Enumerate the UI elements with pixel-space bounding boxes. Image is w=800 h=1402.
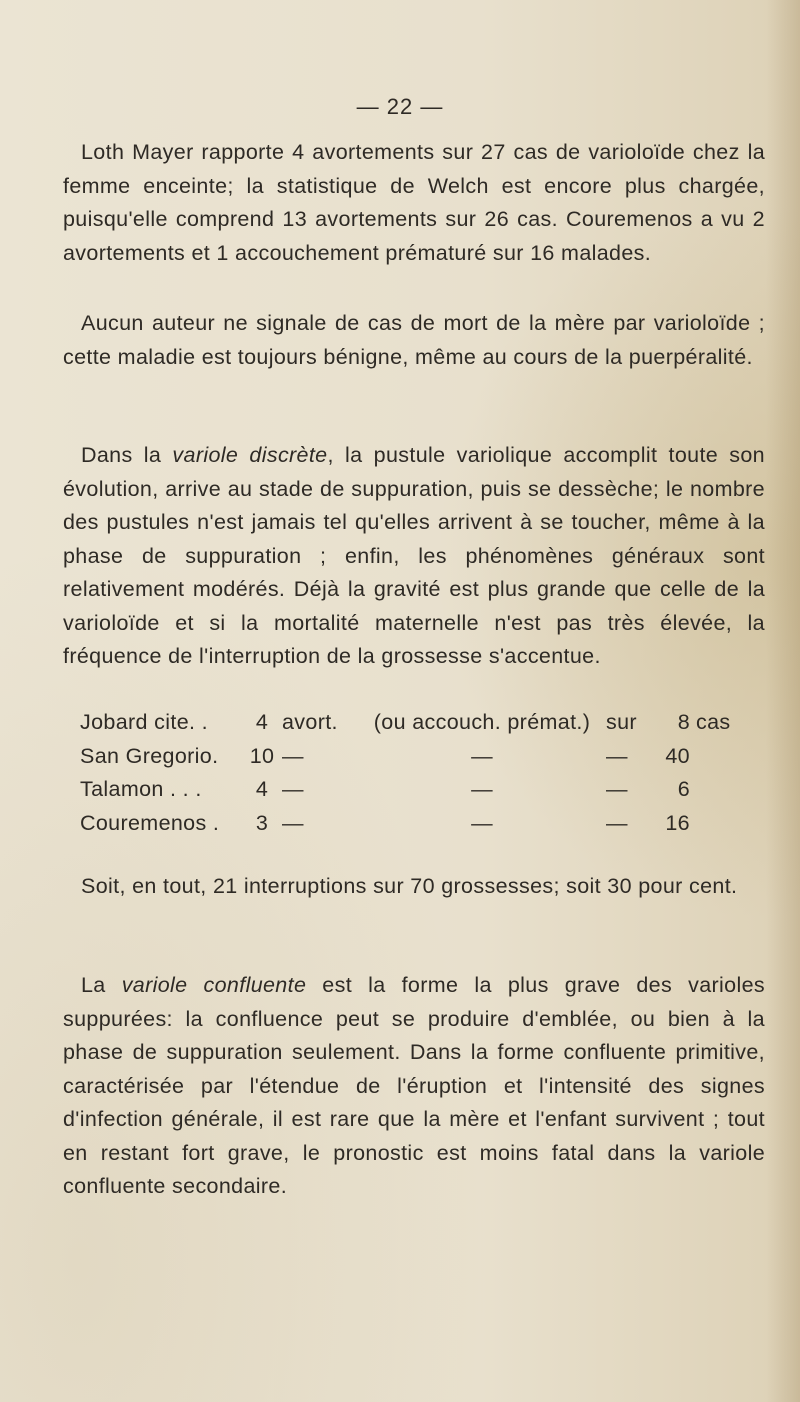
type-cell: — bbox=[282, 810, 304, 835]
sur-cell: sur bbox=[606, 710, 637, 734]
sur-cell: — bbox=[606, 777, 628, 801]
unit-cell bbox=[690, 807, 746, 841]
type-cell: — bbox=[282, 743, 304, 768]
count-cell: 3 bbox=[255, 810, 269, 835]
author-cell: Couremenos . bbox=[80, 810, 220, 835]
term-variole-confluente: variole confluente bbox=[121, 973, 307, 997]
page-edge-shadow bbox=[766, 0, 800, 1402]
count-cell: 10 bbox=[249, 743, 275, 768]
paragraph-rest: est la forme la plus grave des varioles suppurées: la confluence peut se produire d'emblée, ou bien à la phase de suppuration seulement. Dans la forme confluente primitive, caractérisée par l'étendue de l'éruption et l'intensité des signes d'infection générale, il est rare que la mère et l'enfant survivent ; tout en restant fort grave, le pronostic est moins fatal dans la variole confluente secondaire. bbox=[63, 973, 765, 1198]
page-number: — 22 — bbox=[356, 94, 444, 119]
author-cell: San Gregorio. bbox=[80, 743, 219, 768]
paragraph-text: Loth Mayer rapporte 4 avortements sur 27 cas de varioloïde chez la femme enceinte; la statistique de Welch est encore plus chargée, puisqu'elle comprend 13 avortements sur 26 cas. Couremenos a vu 2 avortements et 1 accouchement prématuré sur 16 malades. bbox=[63, 140, 765, 265]
note-cell: — bbox=[471, 777, 493, 801]
type-cell: avort. bbox=[282, 710, 338, 734]
table-row bbox=[80, 740, 746, 774]
sur-cell: — bbox=[606, 743, 628, 768]
note-cell: (ou accouch. prémat.) bbox=[373, 710, 591, 734]
sur-cell: — bbox=[606, 810, 628, 835]
author-cell: Talamon . . . bbox=[80, 777, 202, 801]
paragraph-intro: La bbox=[81, 973, 122, 997]
total-cell: 8 bbox=[677, 710, 690, 734]
paragraph-rest: , la pustule variolique accomplit toute son évolution, arrive au stade de suppuration, puis se dessèche; le nombre des pustules n'est jamais tel qu'elles arrivent à se toucher, même à la phase de suppuration ; enfin, les phénomènes généraux sont relativement modérés. Déjà la gravité est plus grande que celle de la varioloïde et si la mortalité maternelle n'est pas très élevée, la fréquence de l'interruption de la grossesse s'accentue. bbox=[63, 443, 765, 668]
paragraph-intro: Dans la bbox=[81, 443, 173, 467]
table-row bbox=[80, 773, 746, 807]
paragraph-total bbox=[63, 870, 765, 904]
unit-cell bbox=[690, 740, 746, 774]
paragraph-text bbox=[63, 969, 765, 1204]
total-cell: 6 bbox=[677, 777, 690, 801]
count-cell: 4 bbox=[255, 777, 269, 801]
paragraph-text: Aucun auteur ne signale de cas de mort de la mère par varioloïde ; cette maladie est toujours bénigne, même au cours de la puerpéralité. bbox=[63, 311, 765, 369]
paragraph-variole-discrete bbox=[63, 439, 765, 674]
note-cell: — bbox=[471, 743, 493, 768]
total-cell: 40 bbox=[665, 743, 690, 768]
paragraph-text: Soit, en tout, 21 interruptions sur 70 grossesses; soit 30 pour cent. bbox=[81, 874, 738, 898]
paragraph-variole-confluente bbox=[63, 969, 765, 1204]
statistics-table bbox=[80, 706, 746, 840]
unit-cell bbox=[690, 773, 746, 807]
paragraph-aucun-auteur bbox=[63, 307, 765, 374]
term-variole-discrete: variole discrète bbox=[172, 443, 328, 467]
paragraph-loth-mayer bbox=[63, 136, 765, 270]
type-cell: — bbox=[282, 777, 304, 801]
note-cell: — bbox=[471, 810, 493, 835]
unit-cell: cas bbox=[696, 710, 731, 734]
paragraph-text bbox=[63, 439, 765, 674]
author-cell: Jobard cite. . bbox=[80, 710, 208, 734]
total-cell: 16 bbox=[665, 810, 690, 835]
count-cell: 4 bbox=[255, 710, 269, 734]
table-row bbox=[80, 807, 746, 841]
table-row bbox=[80, 706, 746, 740]
